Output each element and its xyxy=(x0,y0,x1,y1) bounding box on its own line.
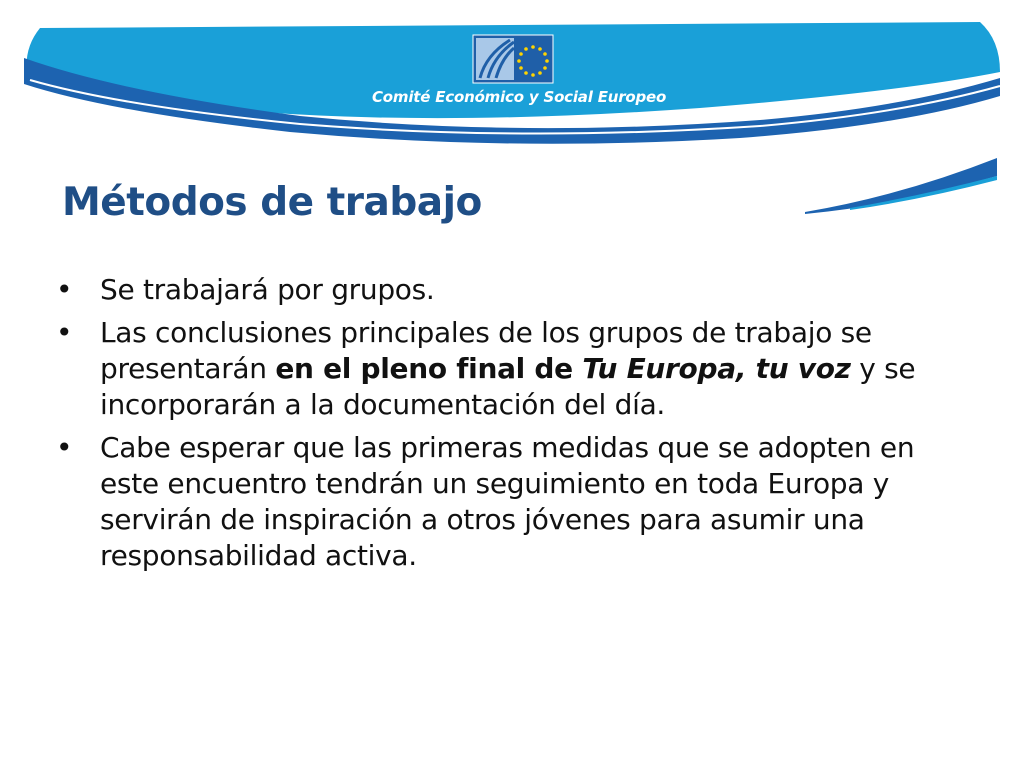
bullet-emphasis-text: Tu Europa, tu voz xyxy=(582,352,851,385)
slide-title: Métodos de trabajo xyxy=(62,180,482,225)
bullet-icon: • xyxy=(56,316,73,349)
organization-name: Comité Económico y Social Europeo xyxy=(372,88,667,106)
bullet-text-end: y se incorporarán a la documentación del día. xyxy=(100,352,916,421)
bullet-bold-text: en el pleno final de xyxy=(275,352,583,385)
bullet-item xyxy=(56,430,976,574)
bullet-icon: • xyxy=(56,273,73,306)
bullet-text: Cabe esperar que las primeras medidas que se adopten en este encuentro tendrán un seguimiento en toda Europa y servirán de inspiración a otros jóvenes para asumir una responsabilidad activa. xyxy=(100,431,915,572)
bullet-item xyxy=(56,272,976,308)
bullet-icon: • xyxy=(56,431,73,464)
bullet-text: Se trabajará por grupos. xyxy=(100,273,435,306)
bullet-item xyxy=(56,315,976,423)
bullet-list xyxy=(56,272,976,581)
bullet-text: Las conclusiones principales de los grupos de trabajo se presentarán xyxy=(100,316,872,385)
eesc-logo-icon xyxy=(473,35,553,83)
